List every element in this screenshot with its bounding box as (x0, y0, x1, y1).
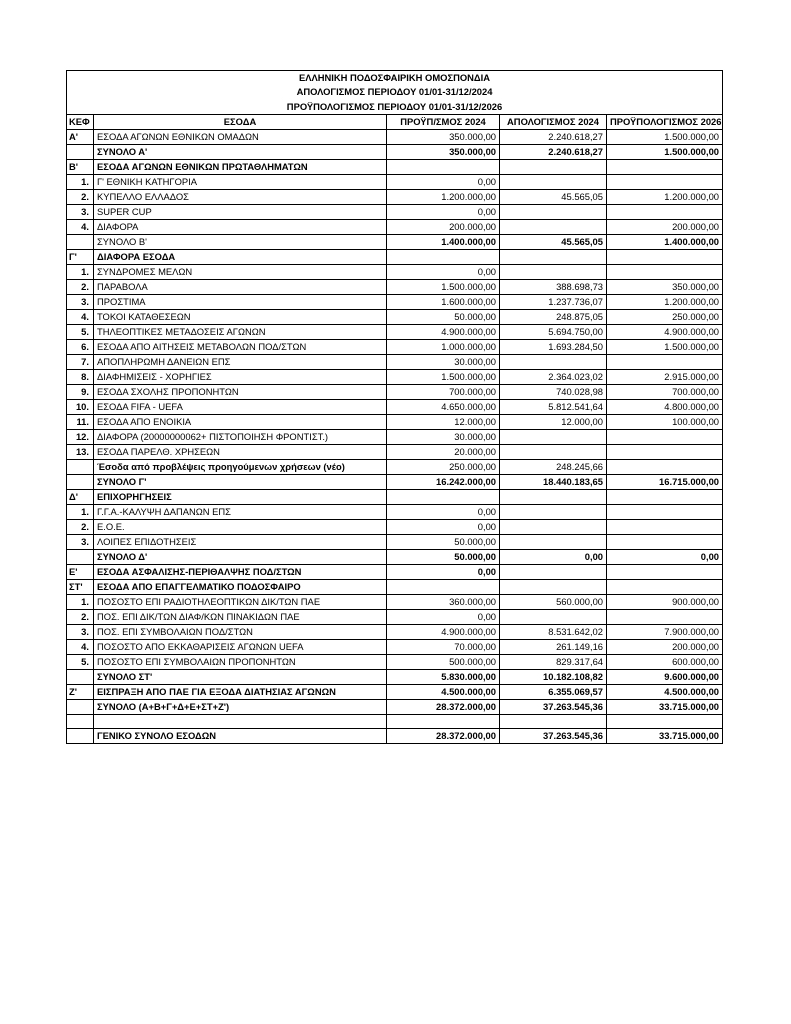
table-row (67, 504, 723, 519)
cell-label: Γ' ΕΘΝΙΚΗ ΚΑΤΗΓΟΡΙΑ (94, 174, 387, 189)
cell-budget-2026: 4.500.000,00 (607, 684, 723, 699)
period-actual-title: ΑΠΟΛΟΓΙΣΜΟΣ ΠΕΡΙΟΔΟΥ 01/01-31/12/2024 (67, 85, 723, 100)
cell-budget-2024: 50.000,00 (387, 549, 500, 564)
cell-label: ΑΠΟΠΛΗΡΩΜΗ ΔΑΝΕΙΩΝ ΕΠΣ (94, 354, 387, 369)
cell-index: 1. (67, 174, 94, 189)
cell-actual-2024: 261.149,16 (500, 639, 607, 654)
cell-label: ΕΙΣΠΡΑΞΗ ΑΠΟ ΠΑΕ ΓΙΑ ΕΞΟΔΑ ΔΙΑΤΗΣΙΑΣ ΑΓΩΝΩΝ (94, 684, 387, 699)
cell-label: ΔΙΑΦΟΡΑ (94, 219, 387, 234)
cell-budget-2026: 200.000,00 (607, 219, 723, 234)
cell-actual-2024 (500, 444, 607, 459)
cell-budget-2024: 1.500.000,00 (387, 369, 500, 384)
cell-budget-2026: 350.000,00 (607, 279, 723, 294)
table-row (67, 669, 723, 684)
cell-label: ΤΟΚΟΙ ΚΑΤΑΘΕΣΕΩΝ (94, 309, 387, 324)
table-row (67, 519, 723, 534)
cell-label: ΠΟΣ. ΕΠΙ ΣΥΜΒΟΛΑΙΩΝ ΠΟΔ/ΣΤΩΝ (94, 624, 387, 639)
table-row (67, 189, 723, 204)
cell-budget-2024: 200.000,00 (387, 219, 500, 234)
cell-budget-2026: 33.715.000,00 (607, 699, 723, 714)
cell-kef (67, 234, 94, 249)
cell-kef (67, 714, 94, 729)
title-row (67, 71, 723, 86)
cell-budget-2026 (607, 429, 723, 444)
table-row (67, 234, 723, 249)
cell-budget-2026 (607, 564, 723, 579)
cell-budget-2024: 700.000,00 (387, 384, 500, 399)
table-row (67, 309, 723, 324)
table-row (67, 249, 723, 264)
table-row (67, 699, 723, 714)
cell-budget-2026: 1.500.000,00 (607, 129, 723, 144)
table-row (67, 279, 723, 294)
cell-budget-2026 (607, 174, 723, 189)
table-row (67, 369, 723, 384)
cell-label: ΕΣΟΔΑ ΑΠΟ ΑΙΤΗΣΕΙΣ ΜΕΤΑΒΟΛΩΝ ΠΟΔ/ΣΤΩΝ (94, 339, 387, 354)
cell-actual-2024 (500, 519, 607, 534)
cell-budget-2024: 5.830.000,00 (387, 669, 500, 684)
cell-kef (67, 144, 94, 159)
cell-label: ΣΥΝΟΛΟ ΣΤ' (94, 669, 387, 684)
cell-index: 4. (67, 309, 94, 324)
col-kef: ΚΕΦ (67, 114, 94, 129)
table-row (67, 684, 723, 699)
cell-actual-2024: 829.317,64 (500, 654, 607, 669)
cell-index: 3. (67, 294, 94, 309)
table-row (67, 294, 723, 309)
cell-budget-2024: 4.900.000,00 (387, 324, 500, 339)
cell-actual-2024 (500, 159, 607, 174)
period-budget-title: ΠΡΟΫΠΟΛΟΓΙΣΜΟΣ ΠΕΡΙΟΔΟΥ 01/01-31/12/2026 (67, 100, 723, 115)
cell-label: ΠΑΡΑΒΟΛΑ (94, 279, 387, 294)
cell-kef (67, 459, 94, 474)
cell-budget-2026: 16.715.000,00 (607, 474, 723, 489)
cell-index: 4. (67, 639, 94, 654)
cell-actual-2024 (500, 504, 607, 519)
col-budget-2024: ΠΡΟΫΠ/ΣΜΟΣ 2024 (387, 114, 500, 129)
table-row (67, 564, 723, 579)
table-row (67, 639, 723, 654)
cell-budget-2024: 20.000,00 (387, 444, 500, 459)
cell-budget-2026: 1.200.000,00 (607, 189, 723, 204)
table-row (67, 339, 723, 354)
cell-budget-2026: 9.600.000,00 (607, 669, 723, 684)
cell-budget-2024: 350.000,00 (387, 129, 500, 144)
cell-label: ΓΕΝΙΚΟ ΣΥΝΟΛΟ ΕΣΟΔΩΝ (94, 729, 387, 744)
cell-index: 2. (67, 279, 94, 294)
cell-label: ΠΟΣ. ΕΠΙ ΔΙΚ/ΤΩΝ ΔΙΑΦ/ΚΩΝ ΠΙΝΑΚΙΔΩΝ ΠΑΕ (94, 609, 387, 624)
cell-label: ΕΣΟΔΑ ΑΓΩΝΩΝ ΕΘΝΙΚΩΝ ΟΜΑΔΩΝ (94, 129, 387, 144)
table-row (67, 459, 723, 474)
cell-index: 11. (67, 414, 94, 429)
cell-budget-2024: 28.372.000,00 (387, 729, 500, 744)
cell-budget-2026: 900.000,00 (607, 594, 723, 609)
cell-actual-2024 (500, 534, 607, 549)
cell-actual-2024: 248.245,66 (500, 459, 607, 474)
cell-index: 8. (67, 369, 94, 384)
cell-budget-2026 (607, 504, 723, 519)
table-row (67, 579, 723, 594)
cell-budget-2026 (607, 519, 723, 534)
cell-label: ΣΥΝΟΛΟ Δ' (94, 549, 387, 564)
cell-budget-2026 (607, 459, 723, 474)
cell-index: 7. (67, 354, 94, 369)
cell-index: 1. (67, 594, 94, 609)
cell-budget-2024 (387, 714, 500, 729)
cell-label: ΕΣΟΔΑ ΑΠΟ ΕΠΑΓΓΕΛΜΑΤΙΚΟ ΠΟΔΟΣΦΑΙΡΟ (94, 579, 387, 594)
cell-actual-2024 (500, 564, 607, 579)
cell-budget-2024: 0,00 (387, 609, 500, 624)
cell-label: ΔΙΑΦΟΡΑ ΕΣΟΔΑ (94, 249, 387, 264)
cell-budget-2026: 4.900.000,00 (607, 324, 723, 339)
cell-budget-2026: 0,00 (607, 549, 723, 564)
cell-budget-2024 (387, 159, 500, 174)
cell-label: ΣΥΝΟΛΟ Α' (94, 144, 387, 159)
cell-budget-2026 (607, 609, 723, 624)
cell-budget-2024: 1.600.000,00 (387, 294, 500, 309)
cell-label (94, 714, 387, 729)
table-row (67, 729, 723, 744)
cell-label: ΠΟΣΟΣΤΟ ΑΠΟ ΕΚΚΑΘΑΡΙΣΕΙΣ ΑΓΩΝΩΝ UEFA (94, 639, 387, 654)
cell-actual-2024: 6.355.069,57 (500, 684, 607, 699)
cell-budget-2026: 1.500.000,00 (607, 144, 723, 159)
cell-budget-2024: 1.400.000,00 (387, 234, 500, 249)
cell-budget-2024: 350.000,00 (387, 144, 500, 159)
cell-budget-2024: 12.000,00 (387, 414, 500, 429)
cell-index: 5. (67, 654, 94, 669)
cell-actual-2024 (500, 714, 607, 729)
cell-budget-2024: 50.000,00 (387, 309, 500, 324)
cell-actual-2024: 8.531.642,02 (500, 624, 607, 639)
cell-budget-2026: 33.715.000,00 (607, 729, 723, 744)
cell-actual-2024: 388.698,73 (500, 279, 607, 294)
cell-budget-2026: 1.200.000,00 (607, 294, 723, 309)
cell-budget-2026 (607, 249, 723, 264)
column-header-row (67, 114, 723, 129)
cell-budget-2026 (607, 354, 723, 369)
cell-budget-2024: 70.000,00 (387, 639, 500, 654)
cell-budget-2026: 200.000,00 (607, 639, 723, 654)
cell-budget-2024: 500.000,00 (387, 654, 500, 669)
cell-label: ΕΣΟΔΑ ΑΠΟ ΕΝΟΙΚΙΑ (94, 414, 387, 429)
table-row (67, 264, 723, 279)
cell-label: ΠΡΟΣΤΙΜΑ (94, 294, 387, 309)
cell-actual-2024: 560.000,00 (500, 594, 607, 609)
table-row (67, 609, 723, 624)
table-row (67, 144, 723, 159)
table-row (67, 324, 723, 339)
cell-actual-2024: 2.364.023,02 (500, 369, 607, 384)
cell-actual-2024: 10.182.108,82 (500, 669, 607, 684)
col-budget-2026: ΠΡΟΫΠΟΛΟΓΙΣΜΟΣ 2026 (607, 114, 723, 129)
cell-label: ΛΟΙΠΕΣ ΕΠΙΔΟΤΗΣΕΙΣ (94, 534, 387, 549)
cell-actual-2024: 5.812.541,64 (500, 399, 607, 414)
cell-budget-2026 (607, 534, 723, 549)
cell-budget-2024: 50.000,00 (387, 534, 500, 549)
table-row (67, 384, 723, 399)
cell-budget-2024: 0,00 (387, 174, 500, 189)
cell-label: ΔΙΑΦΗΜΙΣΕΙΣ - ΧΟΡΗΓΙΕΣ (94, 369, 387, 384)
cell-actual-2024: 1.693.284,50 (500, 339, 607, 354)
cell-label: ΕΣΟΔΑ ΑΓΩΝΩΝ ΕΘΝΙΚΩΝ ΠΡΩΤΑΘΛΗΜΑΤΩΝ (94, 159, 387, 174)
cell-actual-2024 (500, 579, 607, 594)
cell-actual-2024: 2.240.618,27 (500, 129, 607, 144)
cell-label: ΣΥΝΟΛΟ Γ' (94, 474, 387, 489)
cell-actual-2024: 1.237.736,07 (500, 294, 607, 309)
col-actual-2024: ΑΠΟΛΟΓΙΣΜΟΣ 2024 (500, 114, 607, 129)
cell-actual-2024: 18.440.183,65 (500, 474, 607, 489)
cell-budget-2024: 360.000,00 (387, 594, 500, 609)
cell-index: 9. (67, 384, 94, 399)
cell-budget-2024: 0,00 (387, 564, 500, 579)
cell-actual-2024: 248.875,05 (500, 309, 607, 324)
cell-kef (67, 669, 94, 684)
cell-index: 1. (67, 264, 94, 279)
cell-label: ΕΠΙΧΟΡΗΓΗΣΕΙΣ (94, 489, 387, 504)
cell-kef (67, 699, 94, 714)
cell-budget-2026 (607, 264, 723, 279)
cell-budget-2026: 1.500.000,00 (607, 339, 723, 354)
revenue-table (66, 70, 723, 744)
table-row (67, 429, 723, 444)
cell-index: 12. (67, 429, 94, 444)
cell-budget-2024 (387, 249, 500, 264)
cell-actual-2024 (500, 174, 607, 189)
cell-budget-2024: 1.000.000,00 (387, 339, 500, 354)
cell-budget-2024: 16.242.000,00 (387, 474, 500, 489)
cell-label: Έσοδα από προβλέψεις προηγούμενων χρήσεων (νέο) (94, 459, 387, 474)
table-row (67, 444, 723, 459)
cell-budget-2026: 700.000,00 (607, 384, 723, 399)
cell-budget-2026 (607, 204, 723, 219)
cell-label: ΠΟΣΟΣΤΟ ΕΠΙ ΣΥΜΒΟΛΑΙΩΝ ΠΡΟΠΟΝΗΤΩΝ (94, 654, 387, 669)
cell-index: 1. (67, 504, 94, 519)
table-row (67, 474, 723, 489)
cell-budget-2026: 250.000,00 (607, 309, 723, 324)
cell-budget-2024: 0,00 (387, 264, 500, 279)
cell-index: 13. (67, 444, 94, 459)
cell-budget-2024: 30.000,00 (387, 429, 500, 444)
table-row (67, 219, 723, 234)
cell-kef: Β' (67, 159, 94, 174)
cell-budget-2024 (387, 489, 500, 504)
cell-label: ΔΙΑΦΟΡΑ (20000000062+ ΠΙΣΤΟΠΟΙΗΣΗ ΦΡΟΝΤΙΣΤ.) (94, 429, 387, 444)
cell-index: 5. (67, 324, 94, 339)
table-row (67, 594, 723, 609)
cell-budget-2026: 100.000,00 (607, 414, 723, 429)
cell-kef (67, 474, 94, 489)
table-row (67, 159, 723, 174)
cell-budget-2026 (607, 444, 723, 459)
cell-label: ΣΥΝΟΛΟ Β' (94, 234, 387, 249)
cell-budget-2024: 0,00 (387, 504, 500, 519)
cell-label: ΣΥΝΟΛΟ (Α+Β+Γ+Δ+Ε+ΣΤ+Ζ') (94, 699, 387, 714)
cell-budget-2024: 0,00 (387, 519, 500, 534)
cell-kef: Ζ' (67, 684, 94, 699)
table-row (67, 549, 723, 564)
cell-actual-2024: 45.565,05 (500, 189, 607, 204)
table-row (67, 654, 723, 669)
cell-index: 3. (67, 534, 94, 549)
cell-index: 2. (67, 609, 94, 624)
cell-index: 2. (67, 189, 94, 204)
cell-actual-2024 (500, 354, 607, 369)
cell-budget-2026: 2.915.000,00 (607, 369, 723, 384)
cell-kef: Δ' (67, 489, 94, 504)
cell-actual-2024 (500, 264, 607, 279)
cell-actual-2024: 12.000,00 (500, 414, 607, 429)
cell-actual-2024: 2.240.618,27 (500, 144, 607, 159)
cell-kef: ΣΤ' (67, 579, 94, 594)
cell-label: ΕΣΟΔΑ ΑΣΦΑΛΙΣΗΣ-ΠΕΡΙΘΑΛΨΗΣ ΠΟΔ/ΣΤΩΝ (94, 564, 387, 579)
cell-actual-2024: 0,00 (500, 549, 607, 564)
title-row (67, 85, 723, 100)
cell-index: 4. (67, 219, 94, 234)
cell-label: ΕΣΟΔΑ ΣΧΟΛΗΣ ΠΡΟΠΟΝΗΤΩΝ (94, 384, 387, 399)
cell-label: ΕΣΟΔΑ FIFA - UEFA (94, 399, 387, 414)
table-row (67, 414, 723, 429)
cell-index: 3. (67, 624, 94, 639)
cell-label: ΚΥΠΕΛΛΟ ΕΛΛΑΔΟΣ (94, 189, 387, 204)
cell-actual-2024 (500, 204, 607, 219)
cell-budget-2026: 4.800.000,00 (607, 399, 723, 414)
cell-budget-2024: 28.372.000,00 (387, 699, 500, 714)
cell-actual-2024 (500, 219, 607, 234)
cell-kef: Ε' (67, 564, 94, 579)
cell-budget-2024: 1.500.000,00 (387, 279, 500, 294)
cell-actual-2024: 37.263.545,36 (500, 729, 607, 744)
federation-title: ΕΛΛΗΝΙΚΗ ΠΟΔΟΣΦΑΙΡΙΚΗ ΟΜΟΣΠΟΝΔΙΑ (67, 71, 723, 86)
cell-budget-2024 (387, 579, 500, 594)
table-row (67, 129, 723, 144)
table-row (67, 534, 723, 549)
table-row (67, 399, 723, 414)
title-row (67, 100, 723, 115)
cell-budget-2024: 4.900.000,00 (387, 624, 500, 639)
cell-actual-2024: 45.565,05 (500, 234, 607, 249)
cell-budget-2024: 4.500.000,00 (387, 684, 500, 699)
cell-budget-2026 (607, 579, 723, 594)
blank-row (67, 714, 723, 729)
cell-kef: Γ' (67, 249, 94, 264)
cell-actual-2024 (500, 489, 607, 504)
cell-budget-2024: 1.200.000,00 (387, 189, 500, 204)
cell-label: ΣΥΝΔΡΟΜΕΣ ΜΕΛΩΝ (94, 264, 387, 279)
cell-budget-2026: 7.900.000,00 (607, 624, 723, 639)
table-row (67, 624, 723, 639)
cell-kef (67, 549, 94, 564)
cell-budget-2026 (607, 159, 723, 174)
cell-actual-2024: 5.694.750,00 (500, 324, 607, 339)
cell-budget-2026 (607, 489, 723, 504)
table-row (67, 174, 723, 189)
revenue-sheet (66, 70, 722, 744)
cell-kef (67, 729, 94, 744)
cell-budget-2024: 250.000,00 (387, 459, 500, 474)
table-row (67, 204, 723, 219)
cell-label: Γ.Γ.Α.-ΚΑΛΥΨΗ ΔΑΠΑΝΩΝ ΕΠΣ (94, 504, 387, 519)
cell-budget-2024: 30.000,00 (387, 354, 500, 369)
cell-label: Ε.Ο.Ε. (94, 519, 387, 534)
cell-actual-2024 (500, 609, 607, 624)
cell-index: 3. (67, 204, 94, 219)
table-row (67, 489, 723, 504)
cell-budget-2024: 0,00 (387, 204, 500, 219)
cell-actual-2024 (500, 429, 607, 444)
cell-budget-2026 (607, 714, 723, 729)
cell-budget-2024: 4.650.000,00 (387, 399, 500, 414)
cell-index: 2. (67, 519, 94, 534)
cell-index: 6. (67, 339, 94, 354)
cell-label: ΕΣΟΔΑ ΠΑΡΕΛΘ. ΧΡΗΣΕΩΝ (94, 444, 387, 459)
col-esoda: ΕΣΟΔΑ (94, 114, 387, 129)
table-row (67, 354, 723, 369)
cell-index: 10. (67, 399, 94, 414)
cell-kef: Α' (67, 129, 94, 144)
cell-actual-2024: 740.028,98 (500, 384, 607, 399)
cell-label: SUPER CUP (94, 204, 387, 219)
cell-actual-2024 (500, 249, 607, 264)
cell-budget-2026: 1.400.000,00 (607, 234, 723, 249)
cell-label: ΠΟΣΟΣΤΟ ΕΠΙ ΡΑΔΙΟΤΗΛΕΟΠΤΙΚΩΝ ΔΙΚ/ΤΩΝ ΠΑΕ (94, 594, 387, 609)
cell-budget-2026: 600.000,00 (607, 654, 723, 669)
cell-actual-2024: 37.263.545,36 (500, 699, 607, 714)
cell-label: ΤΗΛΕΟΠΤΙΚΕΣ ΜΕΤΑΔΟΣΕΙΣ ΑΓΩΝΩΝ (94, 324, 387, 339)
